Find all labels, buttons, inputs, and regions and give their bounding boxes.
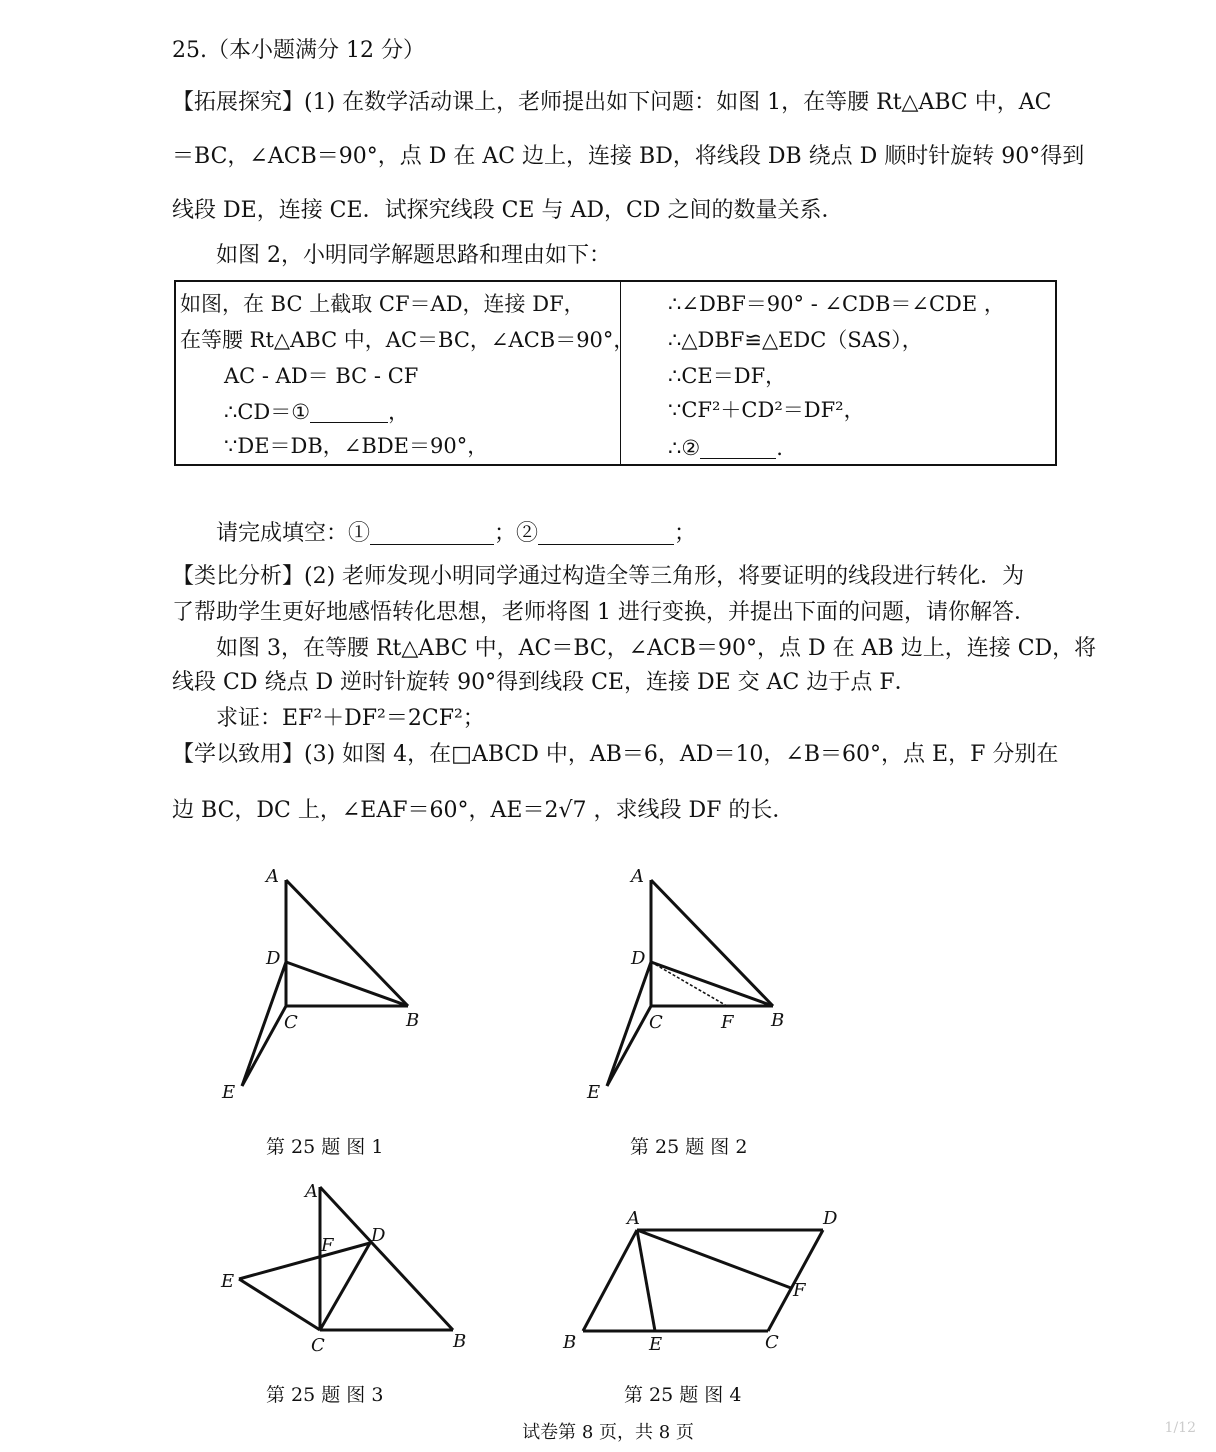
fig2-label-b: B [771, 1010, 785, 1031]
part2-line-4: 线段 CD 绕点 D 逆时针旋转 90°得到线段 CE，连接 DE 交 AC 边于点 F． [172, 670, 917, 695]
fig2-label-c: C [649, 1012, 663, 1033]
proof-right-line-4: ∵CF²＋CD²＝DF²， [668, 398, 865, 422]
fill-in-label: 请完成填空：① [216, 521, 371, 546]
cd-eq-label: ∴CD＝① [224, 400, 311, 424]
fig2-edge-CE [607, 1006, 651, 1086]
fig1-edge-DE [242, 962, 286, 1086]
fig3-caption: 第 25 题 图 3 [266, 1384, 384, 1406]
part2-line-2: 了帮助学生更好地感悟转化思想，老师将图 1 进行变换，并提出下面的问题，请你解答． [172, 600, 1036, 625]
fig1-caption: 第 25 题 图 1 [266, 1136, 384, 1158]
fig3-label-b: B [453, 1331, 467, 1352]
part1-line-2: ＝BC，∠ACB＝90°，点 D 在 AC 边上，连接 BD，将线段 DB 绕点 D 顺时针旋转 90°得到 [172, 144, 1085, 169]
fig1-label-d: D [266, 948, 281, 969]
part2-line-3: 如图 3，在等腰 Rt△ABC 中，AC＝BC，∠ACB＝90°，点 D 在 AB 边上，连接 CD，将 [216, 636, 1097, 661]
proof-blank-2[interactable] [700, 436, 776, 459]
figure-2 [575, 860, 815, 1110]
fig2-label-f: F [721, 1012, 734, 1033]
fig4-label-f: F [793, 1280, 806, 1301]
fig3-label-c: C [311, 1335, 325, 1356]
answer-blank-2[interactable] [538, 522, 674, 545]
fig4-caption: 第 25 题 图 4 [624, 1384, 742, 1406]
fig1-label-a: A [266, 866, 279, 887]
figure-4 [555, 1200, 855, 1360]
fig2-caption: 第 25 题 图 2 [630, 1136, 748, 1158]
proof-period: . [776, 436, 783, 460]
fig1-label-b: B [406, 1010, 420, 1031]
part3-line-2: 边 BC，DC 上，∠EAF＝60°，AE＝2√7 ，求线段 DF 的长． [172, 798, 795, 823]
fig4-edge-AE [637, 1230, 655, 1331]
question-header: 25.（本小题满分 12 分） [172, 38, 425, 63]
proof-left-column [176, 282, 635, 464]
figure-1 [210, 860, 450, 1110]
fig3-edge-EC [239, 1279, 320, 1330]
proof-blank-1[interactable] [310, 400, 388, 423]
fig1-label-c: C [284, 1012, 298, 1033]
fill-in-mid: ；② [494, 521, 539, 546]
part1-line-3: 线段 DE，连接 CE．试探究线段 CE 与 AD，CD 之间的数量关系． [172, 198, 844, 223]
fig1-edge-AB [286, 880, 408, 1006]
intro-fig2: 如图 2，小明同学解题思路和理由如下： [216, 243, 611, 268]
fig1-edge-DB [286, 962, 408, 1006]
proof-right-line-3: ∴CE＝DF， [668, 364, 787, 388]
fill-in-line [216, 522, 696, 545]
fig3-label-a: A [305, 1181, 318, 1202]
proof-right-line-1: ∴∠DBF＝90° - ∠CDB＝∠CDE ， [668, 292, 1005, 316]
fig2-edge-AB [651, 880, 773, 1006]
fig2-label-a: A [631, 866, 644, 887]
fig2-label-e: E [587, 1082, 601, 1103]
proof-left-line-5: ∵DE＝DB，∠BDE＝90°， [224, 434, 489, 458]
fig3-label-e: E [221, 1271, 235, 1292]
fig4-label-a: A [627, 1208, 640, 1229]
proof-left-line-2: 在等腰 Rt△ABC 中，AC＝BC，∠ACB＝90°， [180, 328, 635, 352]
fig4-label-d: D [823, 1208, 838, 1229]
part3-line-1: 【学以致用】(3) 如图 4，在□ABCD 中，AB＝6，AD＝10，∠B＝60°，点 E，F 分别在 [172, 742, 1059, 767]
figure-3 [215, 1175, 485, 1365]
proof-left-line-1: 如图，在 BC 上截取 CF＝AD，连接 DF， [180, 292, 585, 316]
proof-table [174, 280, 1057, 466]
page-footer: 试卷第 8 页，共 8 页 [522, 1422, 694, 1443]
fig3-label-f: F [321, 1235, 334, 1256]
proof-left-line-4 [224, 400, 409, 423]
fig2-label-d: D [631, 948, 646, 969]
conclusion-label: ∴② [668, 436, 701, 460]
fig1-edge-CE [242, 1006, 286, 1086]
fig3-edge-DE [239, 1243, 370, 1279]
fig1-label-e: E [222, 1082, 236, 1103]
part1-line-1: 【拓展探究】(1) 在数学活动课上，老师提出如下问题：如图 1，在等腰 Rt△ABC 中，AC [172, 90, 1052, 115]
proof-right-line-2: ∴△DBF≌△EDC（SAS）， [668, 328, 923, 352]
fig3-label-d: D [371, 1225, 386, 1246]
page-indicator: 1/12 [1164, 1420, 1196, 1436]
proof-left-line-3: AC - AD＝ BC - CF [224, 364, 419, 388]
fig4-edge-AB [583, 1230, 637, 1331]
fill-in-end: ； [674, 521, 697, 546]
fig3-edge-AB [320, 1187, 453, 1330]
proof-right-line-5 [668, 436, 783, 459]
fig2-edge-DB [651, 962, 773, 1006]
fig4-label-e: E [649, 1334, 663, 1355]
fig4-edge-AF [637, 1230, 791, 1288]
fig2-edge-DE [607, 962, 651, 1086]
answer-blank-1[interactable] [370, 522, 494, 545]
fig4-label-b: B [563, 1332, 577, 1353]
proof-right-column [620, 282, 1055, 464]
fig4-label-c: C [765, 1332, 779, 1353]
part2-line-1: 【类比分析】(2) 老师发现小明同学通过构造全等三角形，将要证明的线段进行转化．为 [172, 564, 1025, 589]
part2-line-5: 求证：EF²＋DF²＝2CF²； [216, 706, 485, 731]
proof-comma: ， [388, 400, 410, 424]
